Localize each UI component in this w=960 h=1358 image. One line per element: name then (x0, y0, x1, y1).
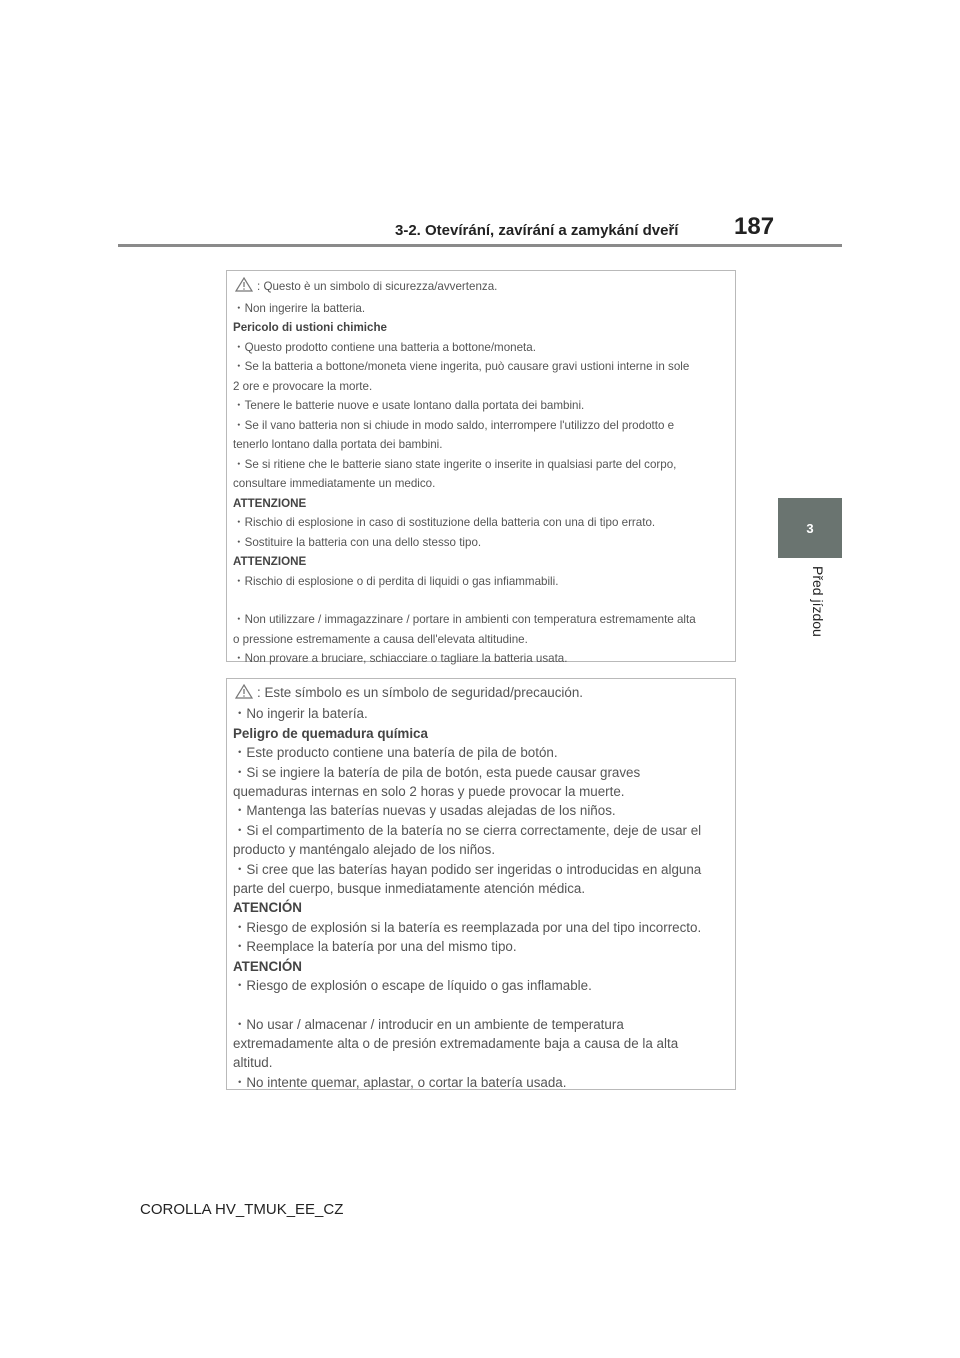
notice-heading: ATTENZIONE (233, 555, 307, 568)
chapter-tab: 3 (778, 498, 842, 558)
notice-line: ・Mantenga las baterías nuevas y usadas alejadas de los niños. (233, 803, 616, 819)
notice-line: ・Si se ingiere la batería de pila de botón, esta puede causar graves (233, 764, 641, 780)
notice-line: quemaduras internas en solo 2 horas y puede provocar la muerte. (233, 784, 625, 800)
notice-text: : Este símbolo es un símbolo de seguridad/precaución. (257, 685, 584, 700)
notice-line: extremadamente alta o de presión extremadamente baja a causa de la alta (233, 1035, 679, 1051)
notice-line: ・Reemplace la batería por una del mismo tipo. (233, 939, 517, 955)
chapter-side-label: Před jízdou (810, 566, 826, 637)
notice-line: consultare immediatamente un medico. (233, 477, 436, 490)
notice-line: producto y manténgalo alejado de los niños. (233, 842, 496, 858)
header-rule (118, 244, 842, 247)
notice-line: ・Se si ritiene che le batterie siano state ingerite o inserite in qualsiasi parte del corpo, (233, 457, 677, 471)
notice-line: ・Se la batteria a bottone/moneta viene ingerita, può causare gravi ustioni interne in sole (233, 360, 690, 373)
notice-line: ・No ingerir la batería. (233, 706, 368, 722)
notice-heading: ATTENZIONE (233, 496, 307, 510)
notice-line: ・Riesgo de explosión si la batería es reemplazada por una del tipo incorrecto. (233, 919, 702, 935)
notice-line: ・Rischio di esplosione in caso di sostituzione della batteria con una di tipo errato. (233, 516, 656, 529)
notice-line: ・No intente quemar, aplastar, o cortar la batería usada. (233, 1074, 567, 1090)
notice-line: ・Rischio di esplosione o di perdita di liquidi o gas infiammabili. (233, 574, 559, 588)
notice-spacer (233, 591, 729, 610)
notice-line: ・No usar / almacenar / introducir en un ambiente de temperatura (233, 1016, 624, 1032)
notice-line: ・Non ingerire la batteria. (233, 301, 366, 315)
section-title: 3-2. Otevírání, zavírání a zamykání dveří (395, 222, 679, 239)
footer-model-code: COROLLA HV_TMUK_EE_CZ (140, 1201, 344, 1218)
italian-warning-box (226, 270, 736, 665)
notice-line: ・Riesgo de explosión o escape de líquido o gas inflamable. (233, 978, 592, 994)
notice-line: ・Questo prodotto contiene una batteria a bottone/moneta. (233, 340, 536, 354)
notice-heading: Pericolo di ustioni chimiche (233, 321, 387, 334)
notice-line: ・Tenere le batterie nuove e usate lontano dalla portata dei bambini. (233, 399, 585, 412)
notice-line: ・Si cree que las baterías hayan podido ser ingeridas o introducidas en alguna (233, 861, 702, 877)
notice-heading: Peligro de quemadura química (233, 725, 428, 741)
notice-line: ・Sostituire la batteria con una dello stesso tipo. (233, 535, 482, 549)
notice-line: tenerlo lontano dalla portata dei bambini. (233, 438, 443, 451)
notice-line (233, 277, 729, 299)
notice-line: parte del cuerpo, busque inmediatamente atención médica. (233, 881, 586, 897)
page-number: 187 (734, 213, 775, 240)
notice-line: o pressione estremamente a causa dell'elevata altitudine. (233, 632, 528, 646)
notice-heading: ATENCIÓN (233, 900, 302, 916)
notice-line: altitud. (233, 1055, 273, 1071)
notice-line (233, 683, 729, 704)
warning-triangle-icon (235, 684, 253, 704)
notice-line: ・Se il vano batteria non si chiude in modo saldo, interrompere l'utilizzo del prodotto e (233, 418, 675, 432)
notice-line: ・Non provare a bruciare, schiacciare o tagliare la batteria usata. (233, 652, 568, 665)
notice-line: ・Si el compartimento de la batería no se cierra correctamente, deje de usar el (233, 822, 702, 838)
notice-line: 2 ore e provocare la morte. (233, 379, 373, 393)
notice-line: ・Este producto contiene una batería de pila de botón. (233, 745, 558, 761)
notice-spacer (233, 996, 729, 1015)
notice-heading: ATENCIÓN (233, 958, 302, 974)
notice-text: : Questo è un simbolo di sicurezza/avvertenza. (257, 280, 498, 293)
spanish-warning-box (226, 678, 736, 1090)
notice-line: ・Non utilizzare / immagazzinare / portare in ambienti con temperatura estremamente alta (233, 613, 696, 626)
warning-triangle-icon (235, 277, 253, 299)
